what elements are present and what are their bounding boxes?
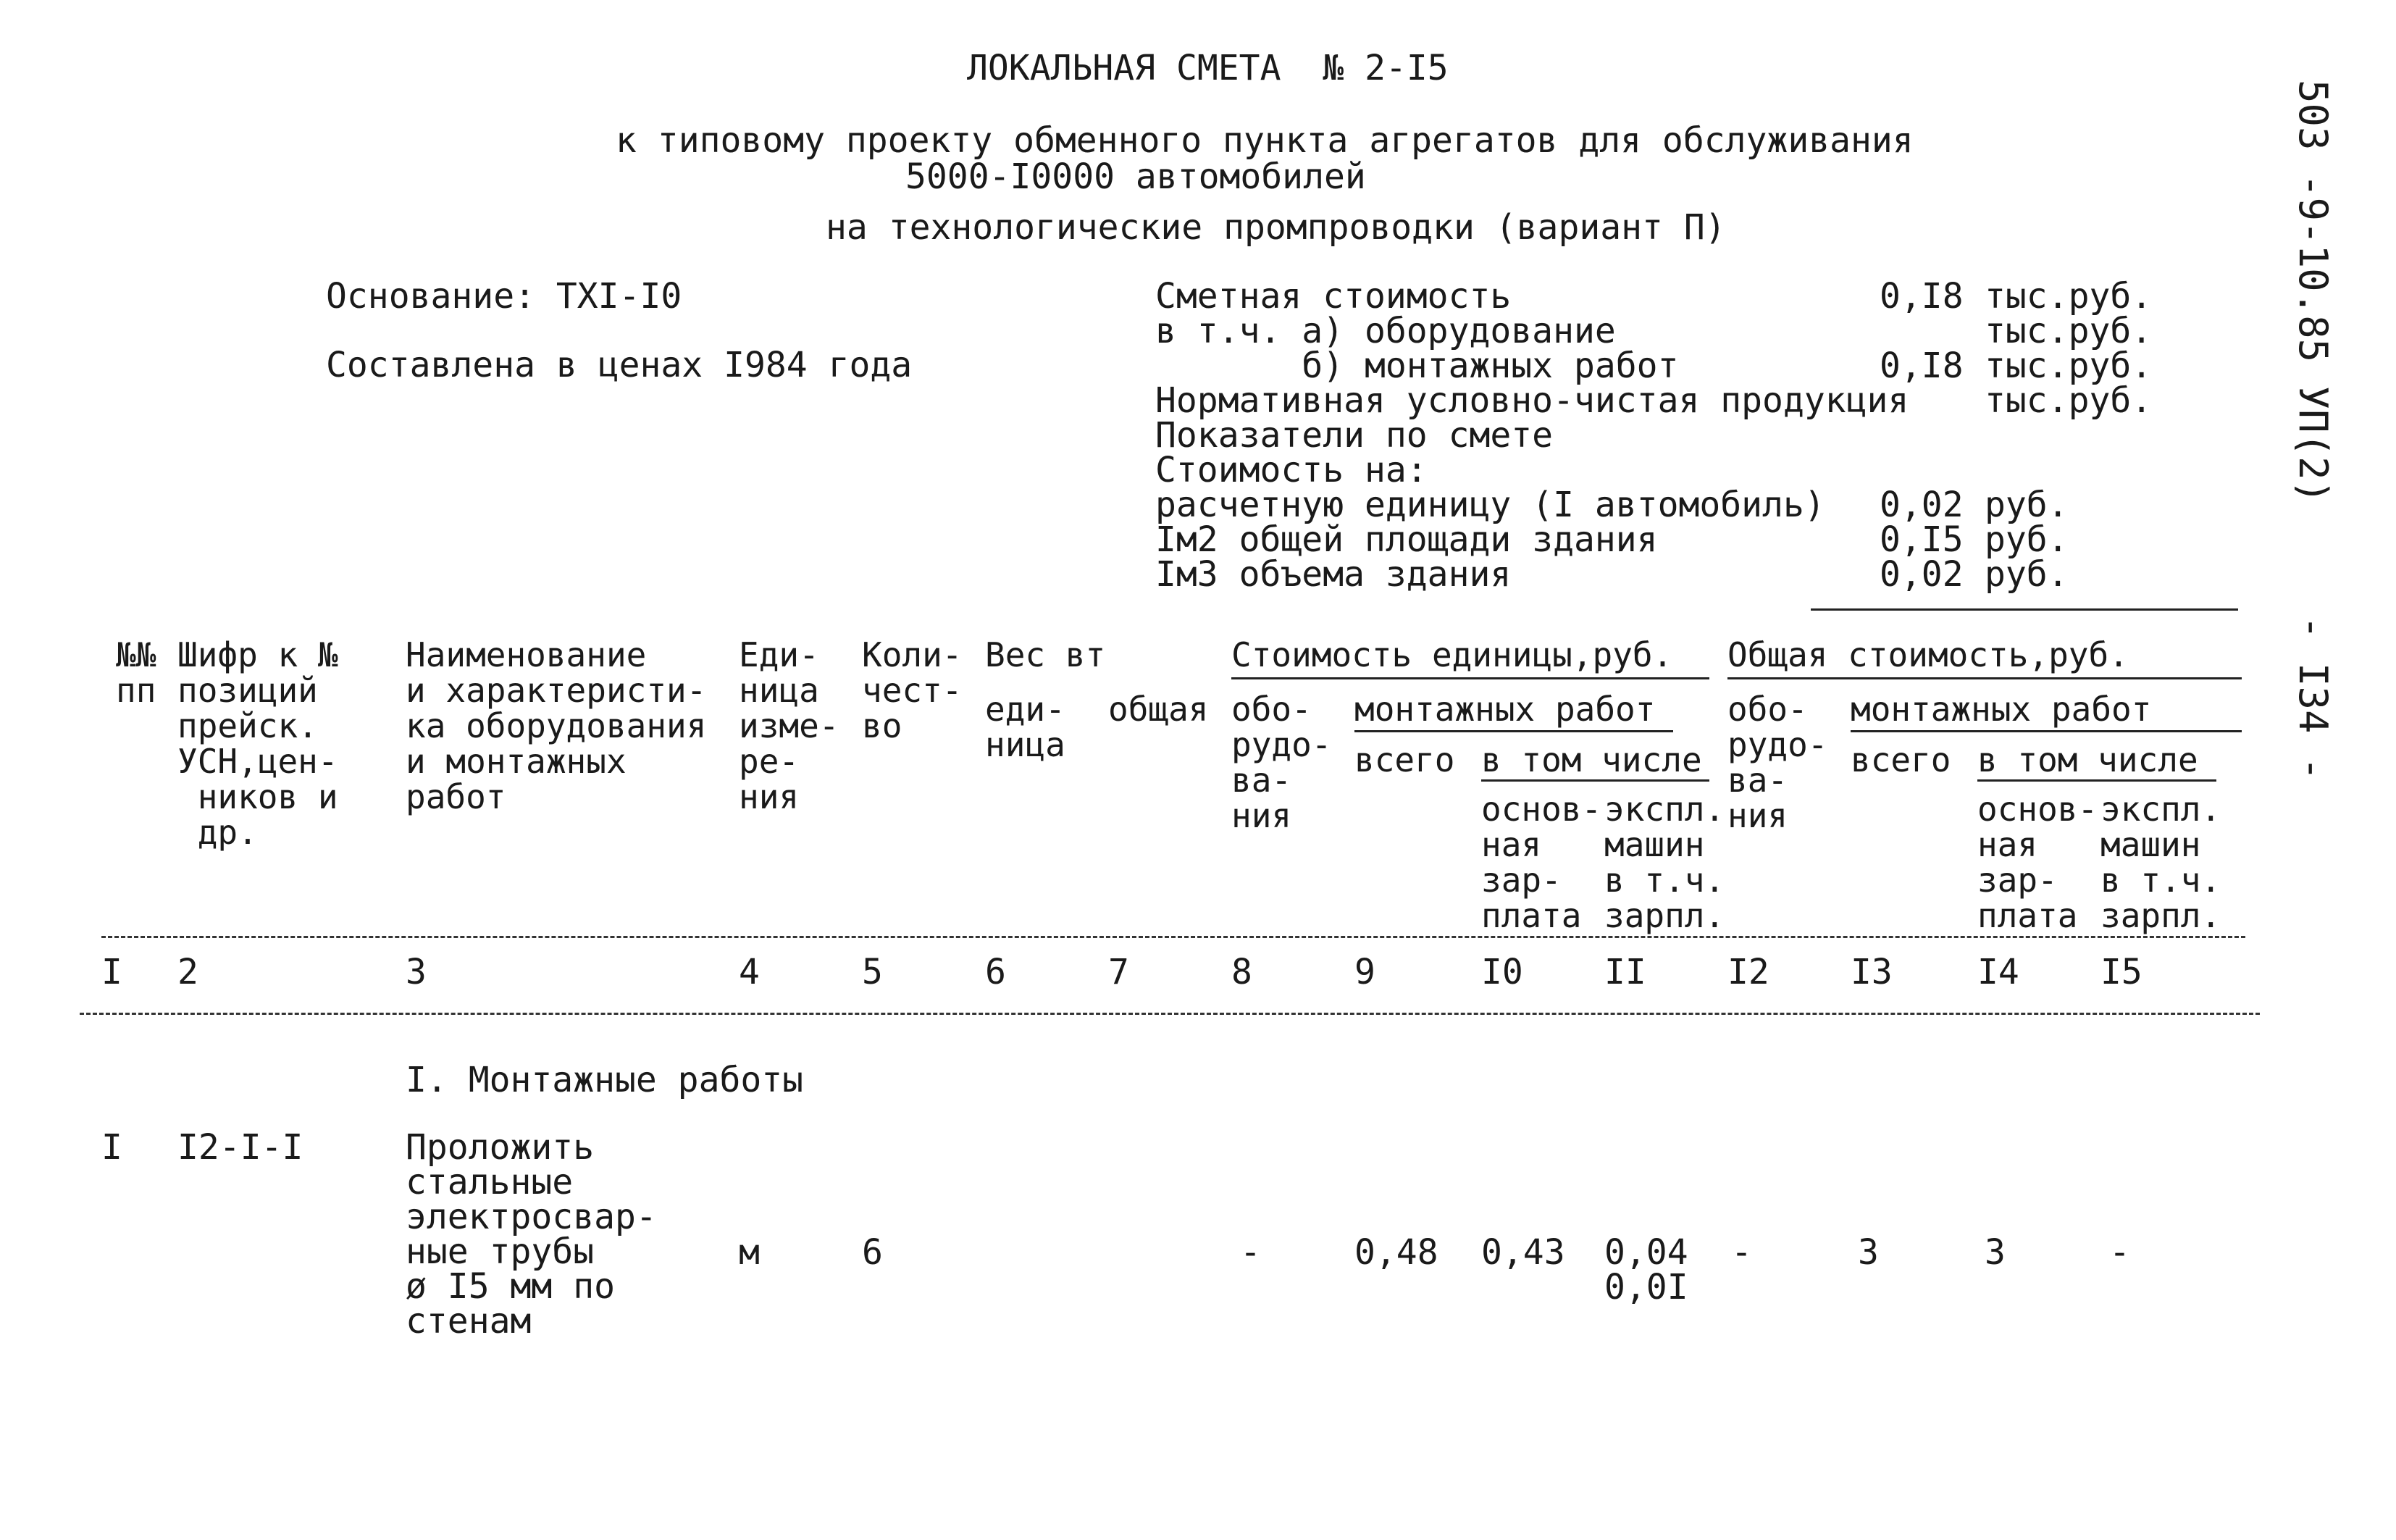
row-name: Проложить стальные электросвар- ные трубы ø I5 мм по стенам — [406, 1127, 657, 1342]
column-number: I0 — [1481, 952, 1523, 992]
price-year-text: Составлена в ценах I984 года — [326, 345, 913, 385]
page-number: - I34 - — [2290, 616, 2336, 781]
summary-unit: тыс.руб. — [1985, 380, 2153, 421]
column-number: 5 — [862, 952, 883, 992]
header-cell-weight-total: общая — [1108, 690, 1209, 729]
row-salary: 0,43 — [1481, 1232, 1565, 1273]
summary-label: Показатели по смете — [1155, 415, 1554, 456]
document-subtitle: к типовому проекту обменного пункта агрегатов для обслуживания — [616, 120, 1914, 161]
header-cell-unit: Еди- ница изме- ре- ния — [739, 635, 839, 816]
header-cell-all-total: всего — [1851, 740, 1951, 779]
section-title: I. Монтажные работы — [406, 1060, 804, 1100]
column-number: I2 — [1727, 952, 1769, 992]
row-unit: м — [739, 1232, 760, 1273]
header-cell-unit-cost: Стоимость единицы,руб. — [1231, 635, 1673, 674]
row-mounting-all: 0,48 — [1354, 1232, 1438, 1273]
header-cell-weight-unit: еди- ница — [985, 690, 1065, 764]
header-cell-machines-total: экспл. машин в т.ч. зарпл. — [2100, 790, 2221, 935]
row-code: I2-I-I — [177, 1127, 303, 1168]
column-number: I5 — [2100, 952, 2142, 992]
summary-value: 0,I8 — [1880, 276, 1964, 317]
side-code: 503 -9-10.85 УП(2) — [2290, 80, 2336, 504]
row-equipment-total: - — [1731, 1232, 1752, 1273]
document-subtitle-variant: на технологические промпроводки (вариант П) — [826, 207, 1726, 248]
header-cell-salary: основ- ная зар- плата — [1481, 790, 1602, 935]
header-cell-weight: Вес вт — [985, 635, 1106, 674]
rule-total-cost — [1727, 677, 2242, 679]
column-number: 6 — [985, 952, 1006, 992]
basis-text: Основание: ТХI-I0 — [326, 276, 682, 317]
column-number: 2 — [177, 952, 198, 992]
summary-value: 0,I5 — [1880, 519, 1964, 560]
summary-label: расчетную единицу (I автомобиль) — [1155, 485, 1825, 525]
document-subtitle-cont: 5000-I0000 автомобилей — [905, 156, 1366, 197]
rule-including — [1481, 779, 1709, 782]
row-equipment-unit-cost: - — [1240, 1232, 1261, 1273]
row-machines: 0,04 0,0I — [1604, 1232, 1688, 1307]
summary-unit: руб. — [1985, 554, 2069, 595]
rule-unit-cost — [1231, 677, 1709, 679]
summary-label: в т.ч. а) оборудование — [1155, 311, 1616, 351]
summary-label: Стоимость на: — [1155, 450, 1428, 490]
header-cell-number: №№ пп — [116, 635, 156, 710]
row-quantity: 6 — [862, 1232, 883, 1273]
header-cell-total-cost: Общая стоимость,руб. — [1727, 635, 2129, 674]
summary-value: 0,02 — [1880, 485, 1964, 525]
rule-mounting — [1354, 730, 1673, 732]
header-cell-salary-total: основ- ная зар- плата — [1977, 790, 2098, 935]
header-cell-equipment-total: обо- рудо- ва- ния — [1727, 690, 1828, 835]
summary-label: Iм2 общей площади здания — [1155, 519, 1658, 560]
summary-unit: руб. — [1985, 485, 2069, 525]
header-cell-equipment: обо- рудо- ва- ния — [1231, 690, 1332, 835]
header-cell-including: в том числе — [1481, 740, 1702, 779]
summary-label: б) монтажных работ — [1155, 346, 1679, 386]
header-cell-machines: экспл. машин в т.ч. зарпл. — [1604, 790, 1725, 935]
row-machines-total: - — [2109, 1232, 2130, 1273]
column-number: 8 — [1231, 952, 1252, 992]
header-bottom-rule — [101, 936, 2245, 938]
header-cell-mounting: монтажных работ — [1354, 690, 1656, 729]
summary-unit: тыс.руб. — [1985, 311, 2153, 351]
table-top-rule — [1811, 608, 2238, 611]
column-number: 4 — [739, 952, 760, 992]
document-title: ЛОКАЛЬНАЯ СМЕТА № 2-I5 — [967, 48, 1449, 88]
row-mounting-total: 3 — [1858, 1232, 1879, 1273]
summary-unit: руб. — [1985, 519, 2069, 560]
summary-label: Сметная стоимость — [1155, 276, 1512, 317]
summary-label: Нормативная условно-чистая продукция — [1155, 380, 1909, 421]
header-cell-including-total: в том числе — [1977, 740, 2198, 779]
header-cell-code: Шифр к № позиций прейск. УСН,цен- ников и др. — [177, 635, 338, 852]
summary-value: 0,02 — [1880, 554, 1964, 595]
row-number: I — [101, 1127, 122, 1168]
column-number: II — [1604, 952, 1646, 992]
rule-mounting-total — [1851, 730, 2242, 732]
column-number: I3 — [1851, 952, 1893, 992]
summary-value: 0,I8 — [1880, 346, 1964, 386]
column-number: 7 — [1108, 952, 1129, 992]
summary-label: Iм3 объема здания — [1155, 554, 1512, 595]
header-cell-name: Наименование и характеристи- ка оборудования и монтажных работ — [406, 635, 707, 816]
header-cell-all: всего — [1354, 740, 1455, 779]
column-number: I — [101, 952, 122, 992]
column-number: I4 — [1977, 952, 2019, 992]
header-cell-mounting-total: монтажных работ — [1851, 690, 2152, 729]
column-numbers-bottom-rule — [80, 1013, 2260, 1015]
row-salary-total: 3 — [1985, 1232, 2006, 1273]
rule-including-total — [1977, 779, 2216, 782]
column-number: 3 — [406, 952, 427, 992]
column-number: 9 — [1354, 952, 1375, 992]
summary-unit: тыс.руб. — [1985, 276, 2153, 317]
summary-unit: тыс.руб. — [1985, 346, 2153, 386]
header-cell-quantity: Коли- чест- во — [862, 635, 963, 745]
